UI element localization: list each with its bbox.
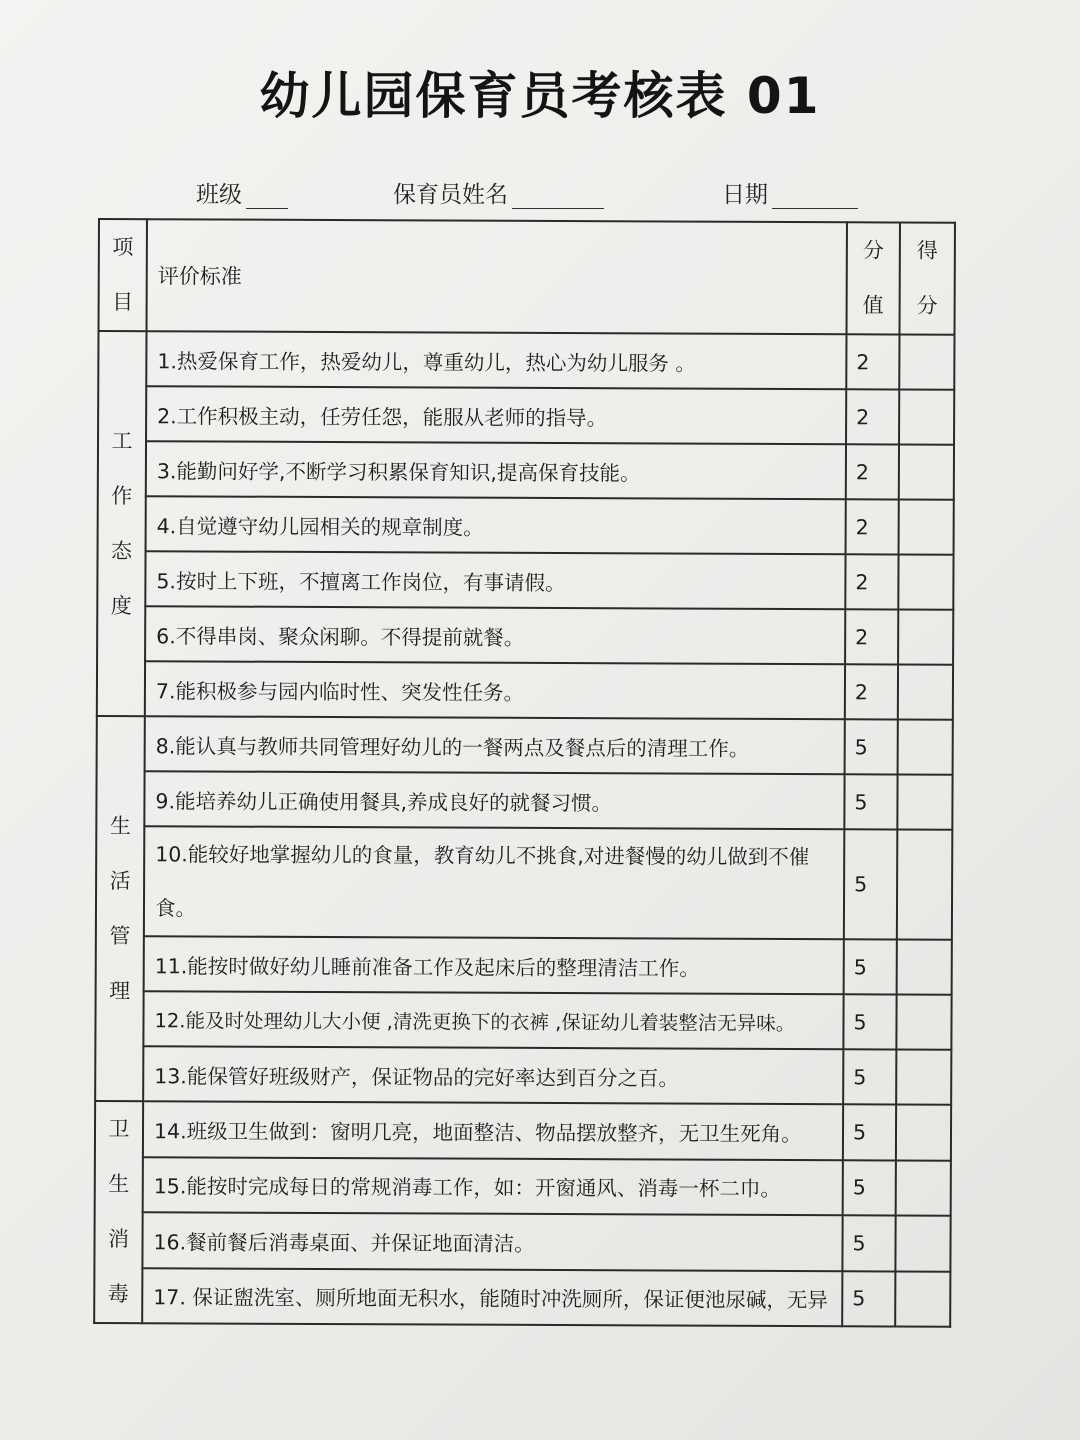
criterion-text: 10.能较好地掌握幼儿的食量，教育幼儿不挑食,对进餐慢的幼儿做到不催食。 — [144, 826, 844, 939]
score-cell[interactable] — [899, 334, 954, 389]
score-cell[interactable] — [898, 719, 953, 774]
date-field — [722, 176, 858, 209]
caregiver-name-blank[interactable] — [512, 184, 604, 209]
score-cell[interactable] — [896, 1104, 951, 1160]
points-value: 2 — [846, 444, 899, 499]
score-cell[interactable] — [895, 1271, 950, 1327]
criterion-text: 2.工作积极主动，任劳任怨，能服从老师的指导。 — [146, 386, 846, 444]
caregiver-name-label: 保育员姓名 — [393, 182, 508, 208]
table-row — [95, 1101, 951, 1160]
table-row — [95, 1156, 951, 1215]
section-hygiene-disinfection: 卫生消毒 — [94, 1101, 143, 1323]
points-value: 5 — [844, 829, 897, 939]
table-row — [95, 1046, 951, 1105]
points-value: 5 — [842, 1271, 895, 1327]
header-criteria: 评价标准 — [147, 219, 847, 334]
date-blank[interactable] — [772, 184, 858, 209]
criterion-text: 1.热爱保育工作，热爱幼儿，尊重幼儿，热心为幼儿服务 。 — [146, 331, 846, 389]
points-value: 5 — [845, 719, 898, 774]
table-row — [97, 551, 953, 610]
score-cell[interactable] — [898, 664, 953, 719]
points-value: 5 — [843, 1049, 896, 1104]
score-cell[interactable] — [895, 1215, 950, 1271]
criterion-text: 6.不得串岗、聚众闲聊。不得提前就餐。 — [145, 606, 845, 664]
score-cell[interactable] — [899, 499, 954, 554]
points-value: 5 — [843, 1104, 896, 1160]
class-blank[interactable] — [246, 184, 288, 209]
criterion-text: 3.能勤问好学,不断学习积累保育知识,提高保育技能。 — [146, 441, 846, 499]
form-title: 幼儿园保育员考核表 01 — [259, 67, 821, 125]
criterion-text: 12.能及时处理幼儿大小便 ,清洗更换下的衣裤 ,保证幼儿着装整洁无异味。 — [143, 991, 843, 1049]
points-value: 2 — [846, 334, 899, 389]
header-points: 分值 — [846, 222, 899, 334]
criterion-text: 7.能积极参与园内临时性、突发性任务。 — [145, 661, 845, 719]
caregiver-name-field — [393, 176, 604, 209]
section-work-attitude: 工作态度 — [97, 331, 147, 716]
score-cell[interactable] — [898, 554, 953, 609]
table-row — [97, 716, 953, 775]
score-cell[interactable] — [898, 609, 953, 664]
points-value: 5 — [843, 994, 896, 1049]
points-value: 5 — [844, 939, 897, 994]
header-score: 得分 — [899, 222, 954, 334]
score-cell[interactable] — [899, 444, 954, 499]
score-cell[interactable] — [897, 939, 952, 994]
table-row — [96, 936, 952, 995]
class-field — [196, 176, 288, 209]
points-value: 2 — [845, 609, 898, 664]
table-row — [94, 1212, 950, 1271]
table-header-row — [99, 219, 955, 335]
criterion-text: 14.班级卫生做到：窗明几亮，地面整洁、物品摆放整齐，无卫生死角。 — [143, 1101, 843, 1160]
criterion-text: 5.按时上下班，不擅离工作岗位，有事请假。 — [145, 551, 845, 609]
table-row — [96, 826, 952, 940]
table-row — [98, 496, 954, 555]
criterion-text: 8.能认真与教师共同管理好幼儿的一餐两点及餐点后的清理工作。 — [145, 716, 845, 774]
table-row — [97, 606, 953, 665]
score-cell[interactable] — [897, 829, 952, 939]
table-row — [95, 991, 951, 1050]
criterion-text: 17. 保证盥洗室、厕所地面无积水，能随时冲洗厕所，保证便池尿碱，无异 — [142, 1268, 842, 1327]
points-value: 2 — [845, 554, 898, 609]
score-cell[interactable] — [896, 1160, 951, 1216]
score-cell[interactable] — [896, 1049, 951, 1104]
score-cell[interactable] — [896, 994, 951, 1049]
criterion-text: 11.能按时做好幼儿睡前准备工作及起床后的整理清洁工作。 — [144, 936, 844, 994]
points-value: 2 — [846, 389, 899, 444]
date-label: 日期 — [722, 182, 768, 208]
class-label: 班级 — [196, 182, 242, 208]
table-row — [98, 441, 954, 500]
table-row — [98, 331, 954, 390]
assessment-table — [93, 218, 956, 1328]
table-row — [94, 1267, 950, 1326]
criterion-text: 9.能培养幼儿正确使用餐具,养成良好的就餐习惯。 — [144, 771, 844, 829]
table-row — [97, 661, 953, 720]
section-daily-care: 生活管理 — [95, 716, 145, 1101]
points-value: 2 — [846, 499, 899, 554]
points-value: 5 — [844, 774, 897, 829]
points-value: 2 — [845, 664, 898, 719]
points-value: 5 — [842, 1215, 895, 1271]
header-category: 项目 — [99, 219, 147, 331]
criterion-text: 13.能保管好班级财产，保证物品的完好率达到百分之百。 — [143, 1046, 843, 1104]
table-row — [96, 771, 952, 830]
criterion-text: 4.自觉遵守幼儿园相关的规章制度。 — [146, 496, 846, 554]
points-value: 5 — [843, 1160, 896, 1216]
score-cell[interactable] — [897, 774, 952, 829]
score-cell[interactable] — [899, 389, 954, 444]
table-row — [98, 386, 954, 445]
criterion-text: 15.能按时完成每日的常规消毒工作，如：开窗通风、消毒一杯二巾。 — [143, 1157, 843, 1216]
criterion-text: 16.餐前餐后消毒桌面、并保证地面清洁。 — [142, 1212, 842, 1271]
